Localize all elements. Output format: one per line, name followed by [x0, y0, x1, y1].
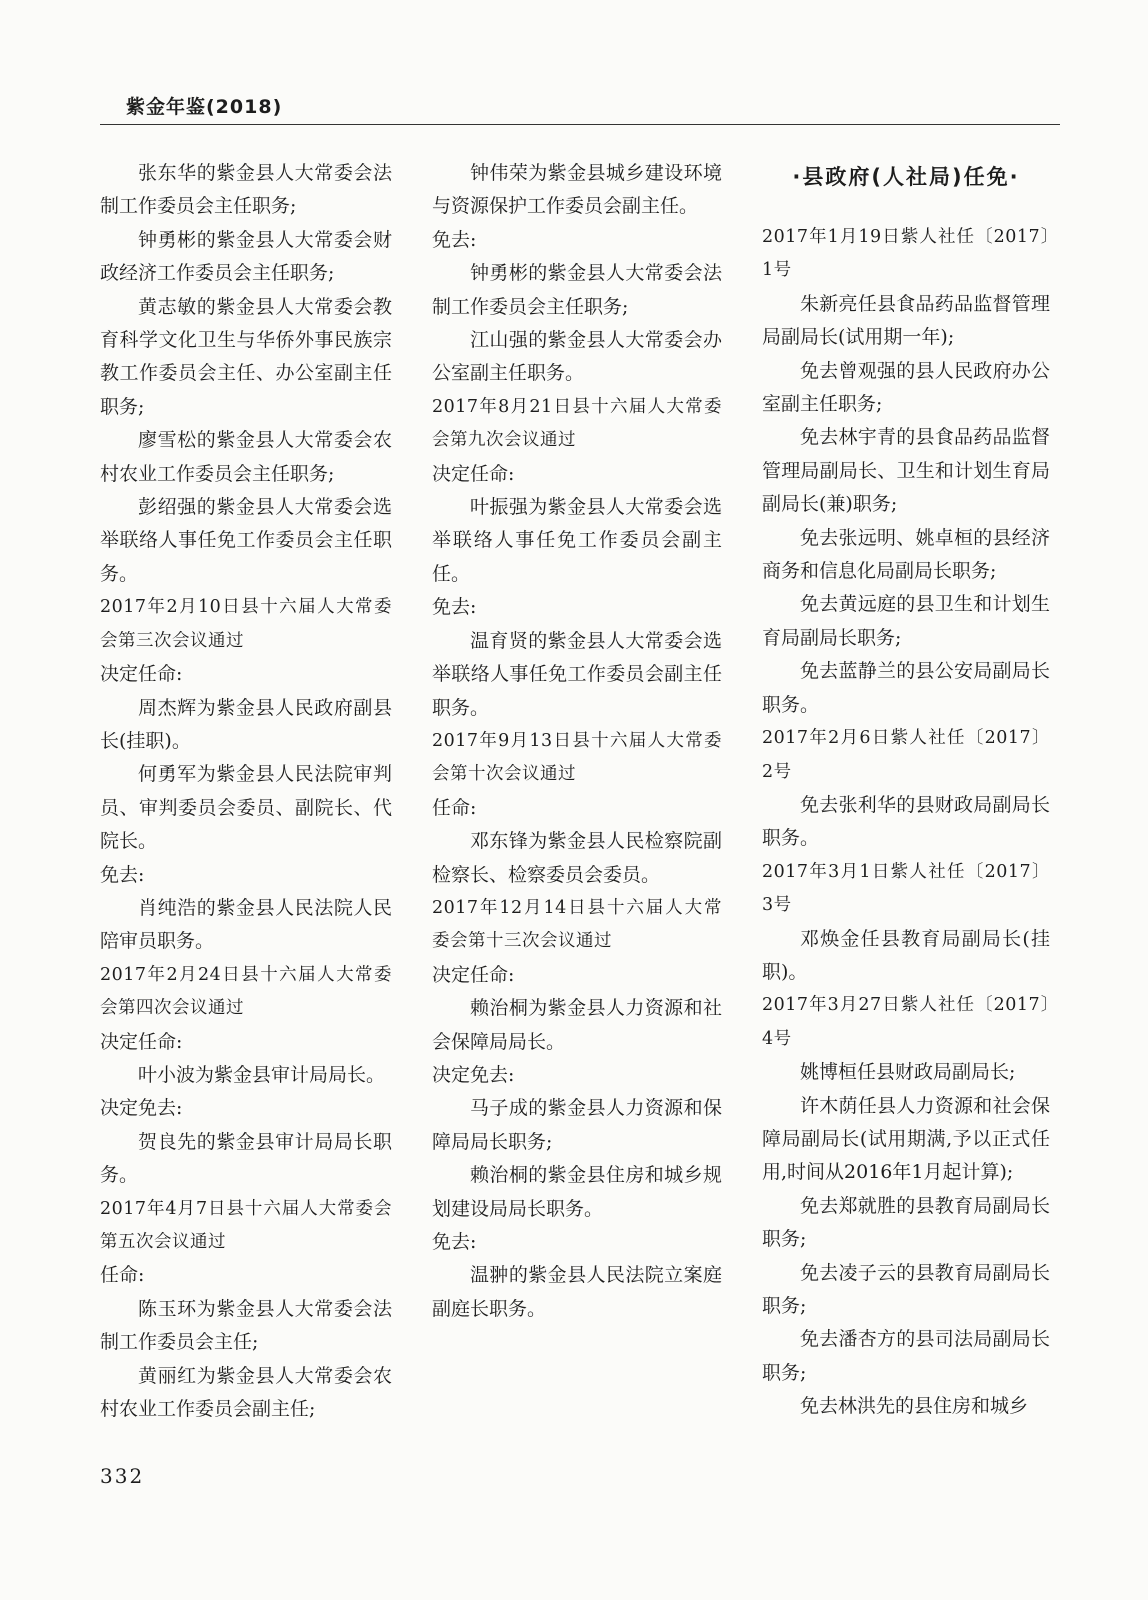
appointment-entry: 免去张远明、姚卓桓的县经济商务和信息化局副局长职务;: [762, 526, 1050, 583]
text-column-1: [100, 157, 392, 1426]
appointment-entry: 免去林宇青的县食品药品监督管理局副局长、卫生和计划生育局副局长(兼)职务;: [762, 426, 1050, 516]
appointment-entry: 免去黄远庭的县卫生和计划生育局副局长职务;: [762, 593, 1050, 649]
meeting-date-heading: 2017年8月21日县十六届人大常委会第九次会议通过: [432, 396, 722, 451]
meeting-date-heading: 2017年2月10日县十六届人大常委会第三次会议通过: [100, 597, 392, 651]
decision-label: 免去:: [432, 596, 477, 619]
section-title: ·县政府(人社局)任免·: [792, 165, 1020, 189]
appointment-entry: 叶小波为紫金县审计局局长。: [138, 1063, 386, 1086]
appointment-entry: 免去郑就胜的县教育局副局长职务;: [762, 1194, 1050, 1251]
appointment-entry: 钟勇彬的紫金县人大常委会法制工作委员会主任职务;: [432, 262, 722, 318]
yearbook-title: 紫金年鉴(2018): [126, 96, 283, 118]
appointment-entry: 免去张利华的县财政局副局长职务。: [762, 793, 1050, 850]
appointment-entry: 免去凌子云的县教育局副局长职务;: [762, 1261, 1050, 1317]
appointment-entry: 赖治桐为紫金县人力资源和社会保障局局长。: [432, 997, 722, 1053]
appointment-entry: 廖雪松的紫金县人大常委会农村农业工作委员会主任职务;: [100, 429, 392, 485]
decision-label: 免去:: [432, 228, 477, 251]
appointment-entry: 肖纯浩的紫金县人民法院人民陪审员职务。: [100, 896, 392, 953]
appointment-entry: 陈玉环为紫金县人大常委会法制工作委员会主任;: [100, 1297, 392, 1354]
decision-label: 决定免去:: [100, 1097, 183, 1120]
appointment-entry: 邓焕金任县教育局副局长(挂职)。: [762, 927, 1050, 983]
header-rule: [100, 124, 1060, 125]
meeting-date-heading: 2017年9月13日县十六届人大常委会第十次会议通过: [432, 730, 722, 785]
decision-label: 决定任命:: [432, 963, 515, 986]
appointment-entry: 马子成的紫金县人力资源和保障局局长职务;: [432, 1097, 722, 1153]
appointment-entry: 张东华的紫金县人大常委会法制工作委员会主任职务;: [100, 162, 392, 218]
meeting-date-heading: 2017年4月7日县十六届人大常委会第五次会议通过: [100, 1198, 392, 1252]
decision-label: 决定任命:: [100, 1030, 183, 1053]
decision-label: 任命:: [432, 796, 477, 819]
text-column-2: [432, 157, 722, 1326]
appointment-entry: 钟伟荣为紫金县城乡建设环境与资源保护工作委员会副主任。: [432, 162, 722, 218]
appointment-entry: 许木荫任县人力资源和社会保障局副局长(试用期满,予以正式任用,时间从2016年1月起计算);: [762, 1094, 1050, 1184]
appointment-entry: 姚博桓任县财政局副局长;: [800, 1061, 1016, 1084]
appointment-entry: 周杰辉为紫金县人民政府副县长(挂职)。: [100, 696, 392, 752]
appointment-entry: 朱新亮任县食品药品监督管理局副局长(试用期一年);: [762, 292, 1050, 349]
appointment-entry: 黄丽红为紫金县人大常委会农村农业工作委员会副主任;: [100, 1364, 392, 1421]
appointment-entry: 贺良先的紫金县审计局局长职务。: [100, 1130, 392, 1187]
text-column-3: [762, 157, 1050, 1424]
appointment-entry: 温翀的紫金县人民法院立案庭副庭长职务。: [432, 1264, 722, 1320]
decision-label: 决定任命:: [432, 462, 515, 485]
meeting-date-heading: 2017年1月19日紫人社任〔2017〕1号: [762, 227, 1050, 281]
decision-label: 决定免去:: [432, 1063, 515, 1086]
appointment-entry: 何勇军为紫金县人民法院审判员、审判委员会委员、副院长、代院长。: [100, 763, 392, 853]
appointment-entry: 邓东锋为紫金县人民检察院副检察长、检察委员会委员。: [432, 830, 722, 886]
page-header: [100, 90, 1060, 126]
appointment-entry: 免去潘杏方的县司法局副局长职务;: [762, 1328, 1050, 1384]
meeting-date-heading: 2017年2月6日紫人社任〔2017〕2号: [762, 728, 1050, 782]
appointment-entry: 免去林洪先的县住房和城乡: [800, 1395, 1029, 1418]
appointment-entry: 免去曾观强的县人民政府办公室副主任职务;: [762, 359, 1050, 416]
appointment-entry: 彭绍强的紫金县人大常委会选举联络人事任免工作委员会主任职务。: [100, 496, 392, 585]
decision-label: 免去:: [100, 863, 145, 886]
appointment-entry: 江山强的紫金县人大常委会办公室副主任职务。: [432, 329, 722, 385]
decision-label: 决定任命:: [100, 663, 183, 686]
page-number: 332: [100, 1464, 145, 1488]
appointment-entry: 温育贤的紫金县人大常委会选举联络人事任免工作委员会副主任职务。: [432, 629, 722, 719]
decision-label: 任命:: [100, 1264, 145, 1287]
appointment-entry: 钟勇彬的紫金县人大常委会财政经济工作委员会主任职务;: [100, 228, 392, 285]
appointment-entry: 叶振强为紫金县人大常委会选举联络人事任免工作委员会副主任。: [432, 496, 722, 585]
decision-label: 免去:: [432, 1231, 477, 1253]
meeting-date-heading: 2017年12月14日县十六届人大常委会第十三次会议通过: [432, 897, 722, 952]
appointment-entry: 赖治桐的紫金县住房和城乡规划建设局局长职务。: [432, 1164, 722, 1220]
appointment-entry: 黄志敏的紫金县人大常委会教育科学文化卫生与华侨外事民族宗教工作委员会主任、办公室副主任职务;: [100, 295, 392, 418]
meeting-date-heading: 2017年2月24日县十六届人大常委会第四次会议通过: [100, 964, 392, 1019]
meeting-date-heading: 2017年3月1日紫人社任〔2017〕3号: [762, 861, 1050, 916]
meeting-date-heading: 2017年3月27日紫人社任〔2017〕4号: [762, 995, 1050, 1049]
appointment-entry: 免去蓝静兰的县公安局副局长职务。: [762, 660, 1050, 716]
